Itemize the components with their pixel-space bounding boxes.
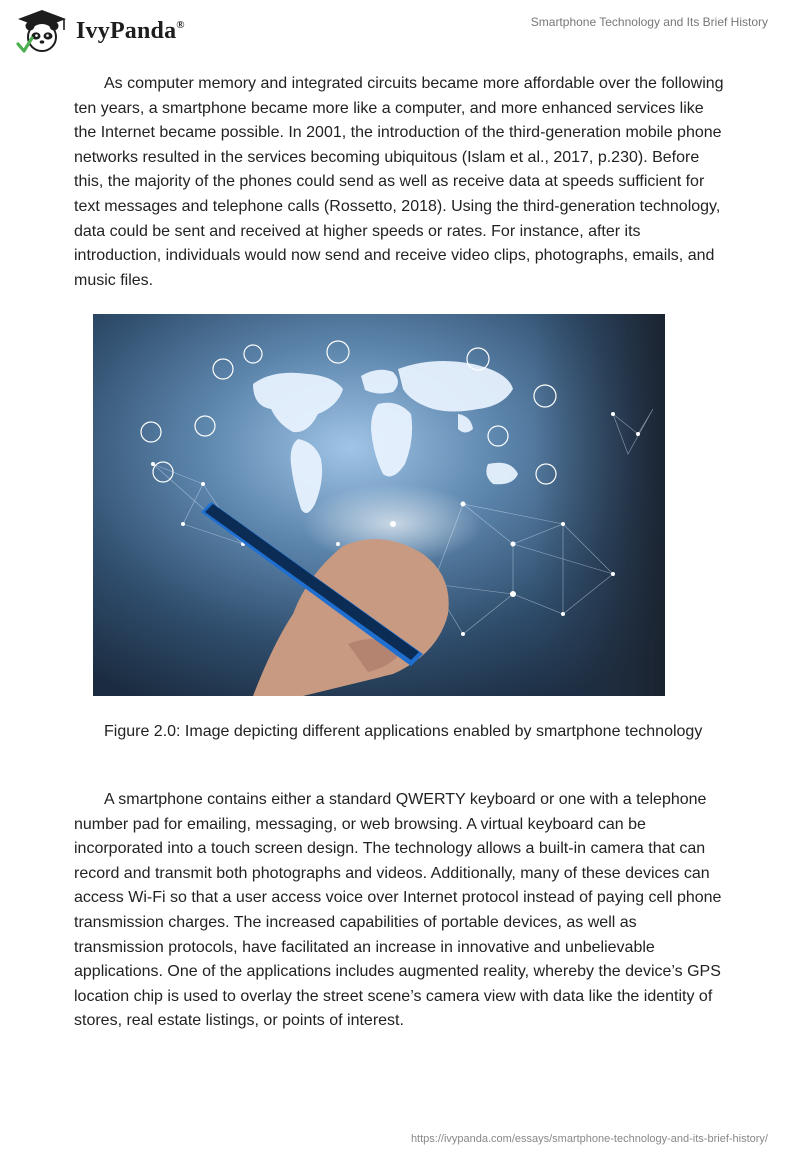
logo-wordmark: IvyPanda®	[76, 17, 185, 44]
figure-image	[93, 314, 665, 696]
document-title: Smartphone Technology and Its Brief History	[530, 15, 768, 29]
page-header	[0, 0, 800, 60]
body-paragraph-2: A smartphone contains either a standard QWERTY keyboard or one with a telephone number pad for emailing, messaging, or web browsing. A virtual keyboard can be incorporated into a touch screen design. The technology allows a built-in camera that can record and transmit both photographs and videos. Additionally, many of these devices can access Wi-Fi so that a user access voice over Internet protocol instead of paying cell phone transmission charges. The increased capabilities of portable devices, as well as transmission protocols, have facilitated an increase in innovative and unbelievable applications. One of the applications includes augmented reality, whereby the device’s GPS location chip is used to overlay the street scene’s camera view with data like the identity of stores, real estate listings, or points of interest.	[74, 791, 722, 1030]
body-paragraph-1: As computer memory and integrated circuits became more affordable over the following ten years, a smartphone became more like a computer, and more enhanced services like the Internet became possible. In 2001, the introduction of the third-generation mobile phone networks resulted in the services becoming ubiquitous (Islam et al., 2017, p.230). Before this, the majority of the phones could send as well as receive data at speeds sufficient for text messages and telephone calls (Rossetto, 2018). Using the third-generation technology, data could be sent and received at higher speeds or rates. For instance, after its introduction, individuals would now send and receive video clips, photographs, emails, and music files.	[74, 75, 724, 289]
registered-mark: ®	[176, 18, 185, 31]
network-illustration	[93, 314, 665, 696]
source-url-link[interactable]: https://ivypanda.com/essays/smartphone-technology-and-its-brief-history/	[410, 1133, 768, 1145]
figure-caption: Figure 2.0: Image depicting different applications enabled by smartphone technology	[104, 723, 703, 740]
logo[interactable]	[14, 8, 185, 54]
panda-logo-icon	[14, 8, 70, 54]
